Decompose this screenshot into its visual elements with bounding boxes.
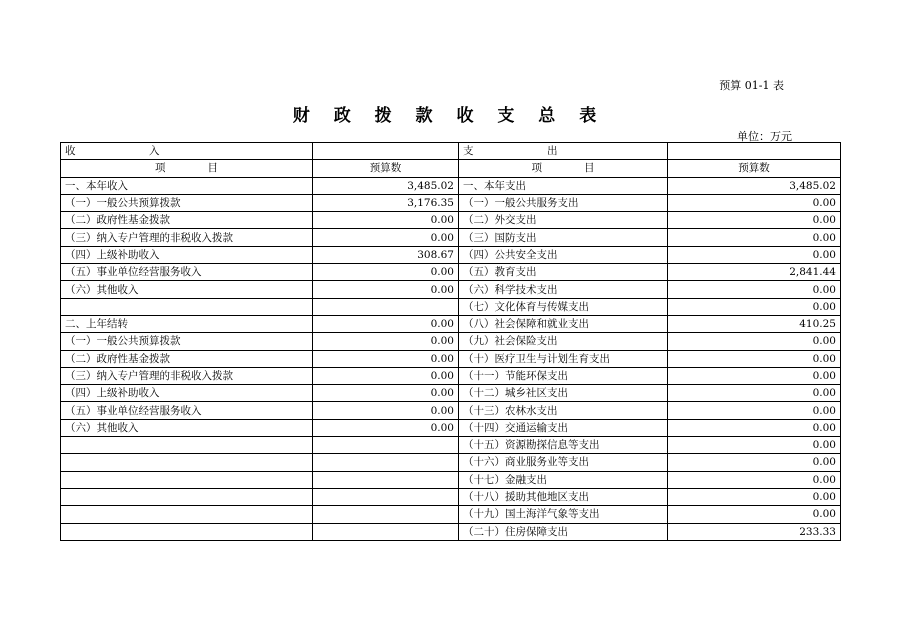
table-row bbox=[61, 471, 841, 488]
expense-item-cell: （九）社会保险支出 bbox=[459, 333, 668, 350]
table-row bbox=[61, 454, 841, 471]
expense-item-cell: （四）公共安全支出 bbox=[459, 246, 668, 263]
income-amount-cell: 0.00 bbox=[313, 281, 459, 298]
expense-amount-cell: 0.00 bbox=[668, 488, 841, 505]
income-item-cell: （二）政府性基金拨款 bbox=[61, 212, 313, 229]
income-item-cell: （四）上级补助收入 bbox=[61, 385, 313, 402]
table-row bbox=[61, 246, 841, 263]
table-row bbox=[61, 437, 841, 454]
income-item-cell: （六）其他收入 bbox=[61, 281, 313, 298]
income-amount-cell: 0.00 bbox=[313, 385, 459, 402]
page-title: 财 政 拨 款 收 支 总 表 bbox=[292, 106, 606, 126]
expense-amount-cell: 0.00 bbox=[668, 350, 841, 367]
income-amount-cell: 0.00 bbox=[313, 367, 459, 384]
income-section-blank bbox=[313, 143, 459, 160]
expense-item-cell: （十六）商业服务业等支出 bbox=[459, 454, 668, 471]
income-amount-cell bbox=[313, 471, 459, 488]
income-item-cell: （一）一般公共预算拨款 bbox=[61, 333, 313, 350]
income-item-cell bbox=[61, 454, 313, 471]
expense-item-cell: （五）教育支出 bbox=[459, 264, 668, 281]
expense-amount-cell: 0.00 bbox=[668, 298, 841, 315]
income-item-cell bbox=[61, 298, 313, 315]
expense-item-cell: （十七）金融支出 bbox=[459, 471, 668, 488]
income-item-cell bbox=[61, 471, 313, 488]
income-amount-cell: 0.00 bbox=[313, 419, 459, 436]
income-amount-cell bbox=[313, 437, 459, 454]
expense-amount-cell: 410.25 bbox=[668, 315, 841, 332]
income-amount-cell bbox=[313, 298, 459, 315]
expense-amount-cell: 0.00 bbox=[668, 506, 841, 523]
unit-label: 单位：万元 bbox=[737, 130, 792, 143]
expense-amount-cell: 0.00 bbox=[668, 229, 841, 246]
expense-item-cell: （八）社会保障和就业支出 bbox=[459, 315, 668, 332]
income-item-cell: 一、本年收入 bbox=[61, 177, 313, 194]
table-row bbox=[61, 194, 841, 211]
table-row bbox=[61, 212, 841, 229]
expense-item-cell: （十五）资源勘探信息等支出 bbox=[459, 437, 668, 454]
income-amount-cell: 0.00 bbox=[313, 333, 459, 350]
expense-amount-cell: 0.00 bbox=[668, 402, 841, 419]
income-item-cell: （五）事业单位经营服务收入 bbox=[61, 402, 313, 419]
expense-amount-cell: 0.00 bbox=[668, 385, 841, 402]
expense-item-cell: （二）外交支出 bbox=[459, 212, 668, 229]
expense-amount-cell: 3,485.02 bbox=[668, 177, 841, 194]
expense-amount-cell: 0.00 bbox=[668, 471, 841, 488]
form-number: 预算 01-1 表 bbox=[719, 79, 784, 92]
income-amount-cell: 3,176.35 bbox=[313, 194, 459, 211]
expense-amount-cell: 0.00 bbox=[668, 454, 841, 471]
expense-item-cell: （十一）节能环保支出 bbox=[459, 367, 668, 384]
income-item-header: 项 目 bbox=[61, 160, 313, 177]
income-item-cell: 二、上年结转 bbox=[61, 315, 313, 332]
expense-item-cell: （十八）援助其他地区支出 bbox=[459, 488, 668, 505]
expense-item-cell: （十四）交通运输支出 bbox=[459, 419, 668, 436]
income-amount-cell: 0.00 bbox=[313, 212, 459, 229]
expense-amount-cell: 0.00 bbox=[668, 194, 841, 211]
expense-item-cell: 一、本年支出 bbox=[459, 177, 668, 194]
expense-section-blank bbox=[668, 143, 841, 160]
table-row bbox=[61, 229, 841, 246]
expense-item-cell: （六）科学技术支出 bbox=[459, 281, 668, 298]
table-row bbox=[61, 315, 841, 332]
table-row bbox=[61, 523, 841, 540]
income-amount-cell: 0.00 bbox=[313, 264, 459, 281]
expense-amount-cell: 2,841.44 bbox=[668, 264, 841, 281]
expense-amount-cell: 0.00 bbox=[668, 281, 841, 298]
table-row bbox=[61, 350, 841, 367]
income-item-cell bbox=[61, 437, 313, 454]
expense-amount-cell: 0.00 bbox=[668, 367, 841, 384]
table-row bbox=[61, 333, 841, 350]
expense-amount-cell: 0.00 bbox=[668, 333, 841, 350]
income-item-cell: （六）其他收入 bbox=[61, 419, 313, 436]
expense-budget-header: 预算数 bbox=[668, 160, 841, 177]
income-amount-cell bbox=[313, 506, 459, 523]
expense-section-header: 支 出 bbox=[459, 143, 668, 160]
table-row bbox=[61, 419, 841, 436]
expense-amount-cell: 0.00 bbox=[668, 419, 841, 436]
income-amount-cell: 3,485.02 bbox=[313, 177, 459, 194]
expense-item-cell: （十三）农林水支出 bbox=[459, 402, 668, 419]
table-row bbox=[61, 177, 841, 194]
expense-item-cell: （十）医疗卫生与计划生育支出 bbox=[459, 350, 668, 367]
expense-item-cell: （十九）国土海洋气象等支出 bbox=[459, 506, 668, 523]
income-amount-cell bbox=[313, 454, 459, 471]
table-row bbox=[61, 385, 841, 402]
expense-item-cell: （十二）城乡社区支出 bbox=[459, 385, 668, 402]
income-item-cell: （五）事业单位经营服务收入 bbox=[61, 264, 313, 281]
expense-item-cell: （三）国防支出 bbox=[459, 229, 668, 246]
income-amount-cell bbox=[313, 488, 459, 505]
budget-table bbox=[60, 142, 841, 541]
table-row bbox=[61, 367, 841, 384]
table-row bbox=[61, 264, 841, 281]
income-section-header: 收 入 bbox=[61, 143, 313, 160]
expense-amount-cell: 0.00 bbox=[668, 437, 841, 454]
income-item-cell: （三）纳入专户管理的非税收入拨款 bbox=[61, 229, 313, 246]
income-item-cell: （三）纳入专户管理的非税收入拨款 bbox=[61, 367, 313, 384]
header-row-columns bbox=[61, 160, 841, 177]
table-row bbox=[61, 402, 841, 419]
income-amount-cell: 0.00 bbox=[313, 350, 459, 367]
table-row bbox=[61, 506, 841, 523]
expense-amount-cell: 233.33 bbox=[668, 523, 841, 540]
income-item-cell: （二）政府性基金拨款 bbox=[61, 350, 313, 367]
income-item-cell bbox=[61, 523, 313, 540]
expense-item-cell: （一）一般公共服务支出 bbox=[459, 194, 668, 211]
income-item-cell bbox=[61, 488, 313, 505]
table-row bbox=[61, 281, 841, 298]
income-amount-cell: 0.00 bbox=[313, 229, 459, 246]
income-amount-cell: 0.00 bbox=[313, 315, 459, 332]
expense-amount-cell: 0.00 bbox=[668, 212, 841, 229]
income-item-cell: （四）上级补助收入 bbox=[61, 246, 313, 263]
expense-item-cell: （七）文化体育与传媒支出 bbox=[459, 298, 668, 315]
income-item-cell bbox=[61, 506, 313, 523]
expense-item-header: 项 目 bbox=[459, 160, 668, 177]
income-item-cell: （一）一般公共预算拨款 bbox=[61, 194, 313, 211]
income-amount-cell bbox=[313, 523, 459, 540]
income-amount-cell: 0.00 bbox=[313, 402, 459, 419]
table-row bbox=[61, 298, 841, 315]
table-row bbox=[61, 488, 841, 505]
expense-item-cell: （二十）住房保障支出 bbox=[459, 523, 668, 540]
income-budget-header: 预算数 bbox=[313, 160, 459, 177]
header-row-section bbox=[61, 143, 841, 160]
expense-amount-cell: 0.00 bbox=[668, 246, 841, 263]
income-amount-cell: 308.67 bbox=[313, 246, 459, 263]
